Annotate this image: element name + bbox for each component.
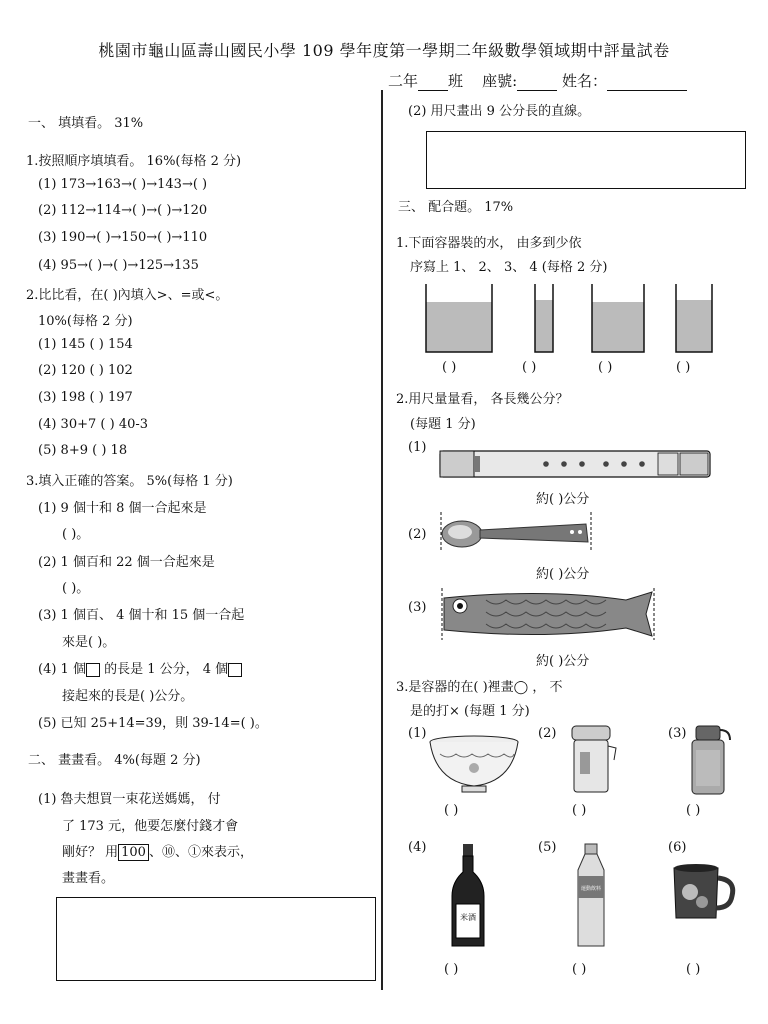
q1-item-2[interactable]: (2) 112→114→( )→( )→120 [38,203,208,218]
measure-2-label: (2) [408,527,427,542]
container-3 [592,284,644,352]
q1-item-3[interactable]: (3) 190→( )→150→( )→110 [38,230,208,245]
s2-line3: 剛好？ 用 100 、⑩、①來表示， [62,845,253,860]
mug-icon [668,862,740,922]
q3-item-5[interactable]: (5) 已知 25+14=39，則 39-14=( )。 [38,716,268,731]
s2-line4: 畫畫看。 [62,871,115,886]
class-label: 班 [448,72,464,90]
bottle-label-text: 米酒 [460,913,476,922]
section1-heading: 一、 填填看。 31% [28,116,144,131]
object-5-label: (5) [538,840,557,855]
q3-item-1-answer[interactable]: ( )。 [62,527,90,542]
q2-score: 10%(每格 2 分) [38,314,133,329]
q3-item-2-line1: (2) 1 個百和 22 個一合起來是 [38,555,215,570]
s3-q1-line1: 1.下面容器裝的水， 由多到少依 [396,236,582,251]
measure-3-answer[interactable]: 約( )公分 [536,654,590,669]
bowl-icon [426,734,522,796]
line-drawing-box[interactable] [426,131,746,189]
draw-line-prompt: (2) 用尺畫出 9 公分長的直線。 [408,104,591,119]
object-4-label: (4) [408,840,427,855]
s3-q3-line1: 3.是容器的在( )裡畫◯ ， 不 [396,680,563,695]
q3-item-4-answer[interactable]: 接起來的長是( )公分。 [62,689,194,704]
class-blank[interactable] [418,90,448,91]
s2-line2: 了 173 元，他要怎麼付錢才會 [62,819,239,834]
s2-line1: (1) 魯夫想買一束花送媽媽， 付 [38,792,221,807]
q3-stem: 3.填入正確的答案。 5%(每格 1 分) [26,474,233,489]
spoon-icon [436,510,596,554]
q2-item-1[interactable]: (1) 145 ( ) 154 [38,337,133,352]
section2-heading: 二、 畫畫看。 4%(每題 2 分) [28,753,201,768]
object-4-answer[interactable]: ( ) [444,962,459,977]
square-icon [86,663,100,677]
water-containers-figure [420,282,720,356]
container-1-answer[interactable]: ( ) [442,360,457,375]
student-info-header [388,70,687,91]
drink-label-text: 運動飲料 [580,886,602,892]
q1-stem: 1.按照順序填填看。 16%(每格 2 分) [26,154,242,169]
container-1 [426,284,492,352]
object-1-answer[interactable]: ( ) [444,803,459,818]
column-divider [381,90,383,990]
s3-q2-line1: 2.用尺量量看， 各長幾公分？ [396,392,569,407]
q3-item-3-line1: (3) 1 個百、 4 個十和 15 個一合起 [38,608,245,623]
q1-item-1[interactable]: (1) 173→163→( )→143→( ) [38,177,208,192]
q3-item-3-answer[interactable]: 來是( )。 [62,635,116,650]
object-2-answer[interactable]: ( ) [572,803,587,818]
water-bottle-icon [686,724,734,796]
object-3-answer[interactable]: ( ) [686,803,701,818]
name-label: 姓名： [561,72,607,90]
container-2-answer[interactable]: ( ) [522,360,537,375]
container-3-answer[interactable]: ( ) [598,360,613,375]
measure-3-label: (3) [408,600,427,615]
s3-q1-line2: 序寫上 1、 2、 3、 4 (每格 2 分) [410,260,608,275]
rice-wine-bottle-icon [448,842,488,950]
container-4 [676,284,712,352]
grade-label: 二年 [388,72,419,90]
q3-item-2-answer[interactable]: ( )。 [62,581,90,596]
object-1-label: (1) [408,726,427,741]
s3-q2-line2: (每題 1 分) [410,417,476,432]
q2-item-5[interactable]: (5) 8+9 ( ) 18 [38,443,128,458]
square-icon [228,663,242,677]
measure-2-answer[interactable]: 約( )公分 [536,567,590,582]
object-6-label: (6) [668,840,687,855]
container-4-answer[interactable]: ( ) [676,360,691,375]
seat-blank[interactable] [517,90,557,91]
object-2-label: (2) [538,726,557,741]
object-3-label: (3) [668,726,687,741]
object-6-answer[interactable]: ( ) [686,962,701,977]
name-blank[interactable] [607,90,687,91]
hundred-coin-box: 100 [118,844,149,861]
measure-1-label: (1) [408,440,427,455]
q3-item-1-line1: (1) 9 個十和 8 個一合起來是 [38,501,207,516]
seat-label: 座號: [482,72,518,90]
q1-item-4[interactable]: (4) 95→( )→( )→125→135 [38,258,199,273]
container-2 [535,284,553,352]
section3-heading: 三、 配合題。 17% [398,200,514,215]
measure-1-answer[interactable]: 約( )公分 [536,492,590,507]
recorder-icon [436,447,714,481]
drawing-answer-box[interactable] [56,897,376,981]
q2-item-2[interactable]: (2) 120 ( ) 102 [38,363,133,378]
q3-item-4-line1: (4) 1 個 的長是 1 公分， 4 個 [38,658,242,677]
hot-water-dispenser-icon [564,722,618,796]
page-title: 桃園市龜山區壽山國民小學 109 學年度第一學期二年級數學領域期中評量試卷 [98,41,670,60]
carp-streamer-icon [436,586,660,642]
q2-stem: 2.比比看，在( )內填入>、=或<。 [26,288,229,303]
object-5-answer[interactable]: ( ) [572,962,587,977]
q2-item-3[interactable]: (3) 198 ( ) 197 [38,390,133,405]
sports-drink-bottle-icon [570,842,612,948]
q2-item-4[interactable]: (4) 30+7 ( ) 40-3 [38,417,149,432]
s3-q3-line2: 是的打× (每題 1 分) [410,704,530,719]
